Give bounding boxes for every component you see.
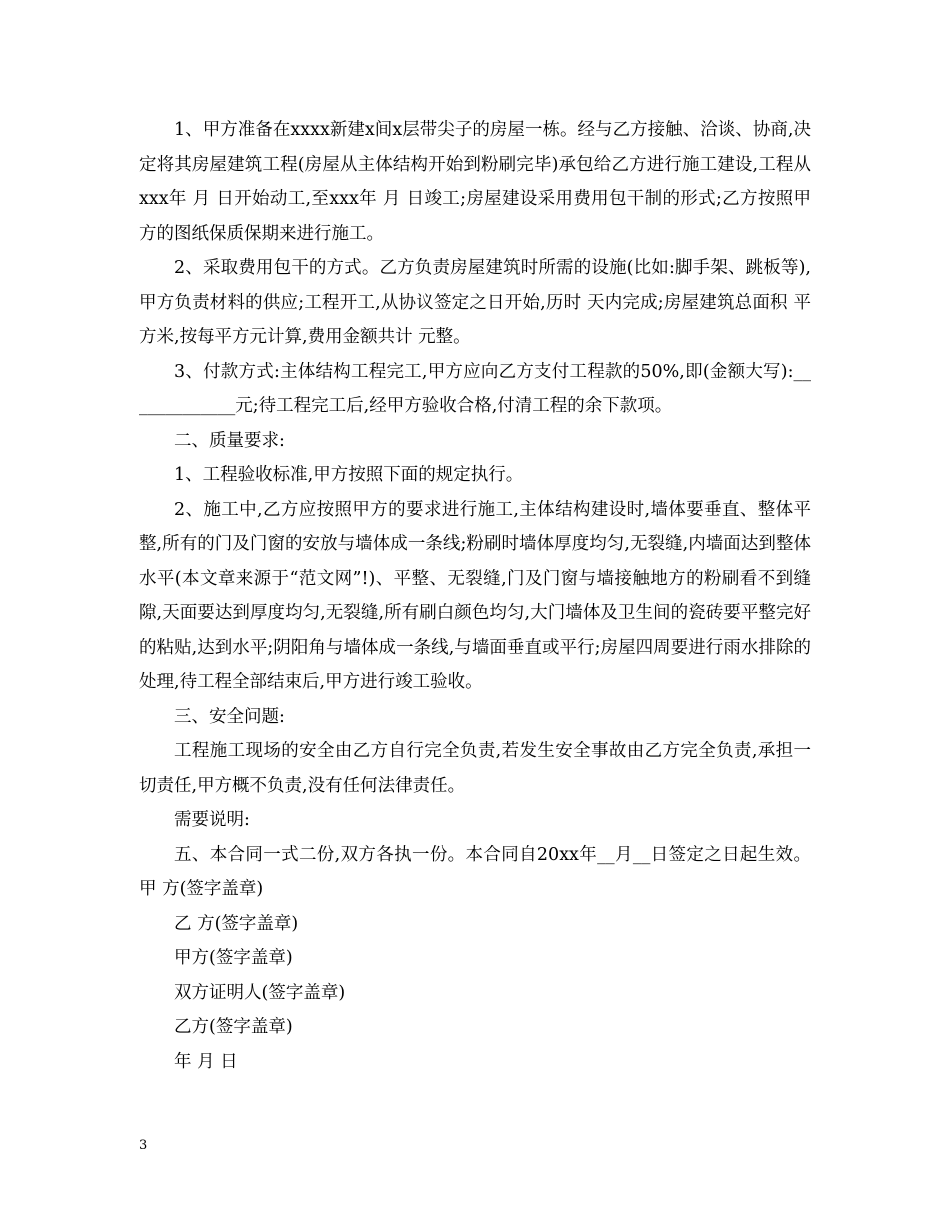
- signature-date: 年 月 日: [174, 1051, 238, 1072]
- signature-party-a: 甲方(签字盖章): [174, 948, 293, 968]
- signature-party-b: 乙 方(签字盖章): [174, 913, 299, 934]
- signature-witness: 双方证明人(签字盖章): [174, 982, 346, 1003]
- page-number: 3: [139, 1138, 148, 1153]
- section-heading-safety: 三、安全问题:: [174, 706, 285, 727]
- paragraph-clause-1: 1、甲方准备在xxxx新建x间x层带尖子的房屋一栋。经与乙方接触、洽谈、协商,决定将其房屋建筑工程(房屋从主体结构开始到粉刷完毕)承包给乙方进行施工建设,工程从xxx年 月 日开始动工,至xxx年 月 日竣工;房屋建设采用费用包干制的形式;乙方按照甲方的图纸保质保期来进行施工。: [139, 120, 811, 244]
- signature-party-b-2: 乙方(签字盖章): [174, 1017, 293, 1037]
- paragraph-quality-2: 2、施工中,乙方应按照甲方的要求进行施工,主体结构建设时,墙体要垂直、整体平整,所有的门及门窗的安放与墙体成一条线;粉刷时墙体厚度均匀,无裂缝,内墙面达到整体水平(本文章来源于“范文网”!)、平整、无裂缝,门及门窗与墙接触地方的粉刷看不到缝隙,天面要达到厚度均匀,无裂缝,所有刷白颜色均匀,大门墙体及卫生间的瓷砖要平整完好的粘贴,达到水平;阴阳角与墙体成一条线,与墙面垂直或平行;房屋四周要进行雨水排除的处理,待工程全部结束后,甲方进行竣工验收。: [139, 499, 811, 692]
- paragraph-clause-3: 3、付款方式:主体结构工程完工,甲方应向乙方支付工程款的50%,即(金额大写):_____________元;待工程完工后,经甲方验收合格,付清工程的余下款项。: [139, 361, 811, 416]
- section-heading-notes: 需要说明:: [174, 810, 250, 830]
- paragraph-clause-5: 五、本合同一式二份,双方各执一份。本合同自20xx年__月__日签定之日起生效。 甲 方(签字盖章): [139, 844, 811, 899]
- document-body: [139, 113, 811, 1079]
- paragraph-safety: 工程施工现场的安全由乙方自行完全负责,若发生安全事故由乙方完全负责,承担一切责任,甲方概不负责,没有任何法律责任。: [139, 741, 811, 796]
- section-heading-quality: 二、质量要求:: [174, 430, 285, 451]
- paragraph-quality-1: 1、工程验收标准,甲方按照下面的规定执行。: [174, 465, 524, 485]
- paragraph-clause-2: 2、采取费用包干的方式。乙方负责房屋建筑时所需的设施(比如:脚手架、跳板等),甲方负责材料的供应;工程开工,从协议签定之日开始,历时 天内完成;房屋建筑总面积 平方米,按每平方元计算,费用金额共计 元整。: [139, 258, 811, 347]
